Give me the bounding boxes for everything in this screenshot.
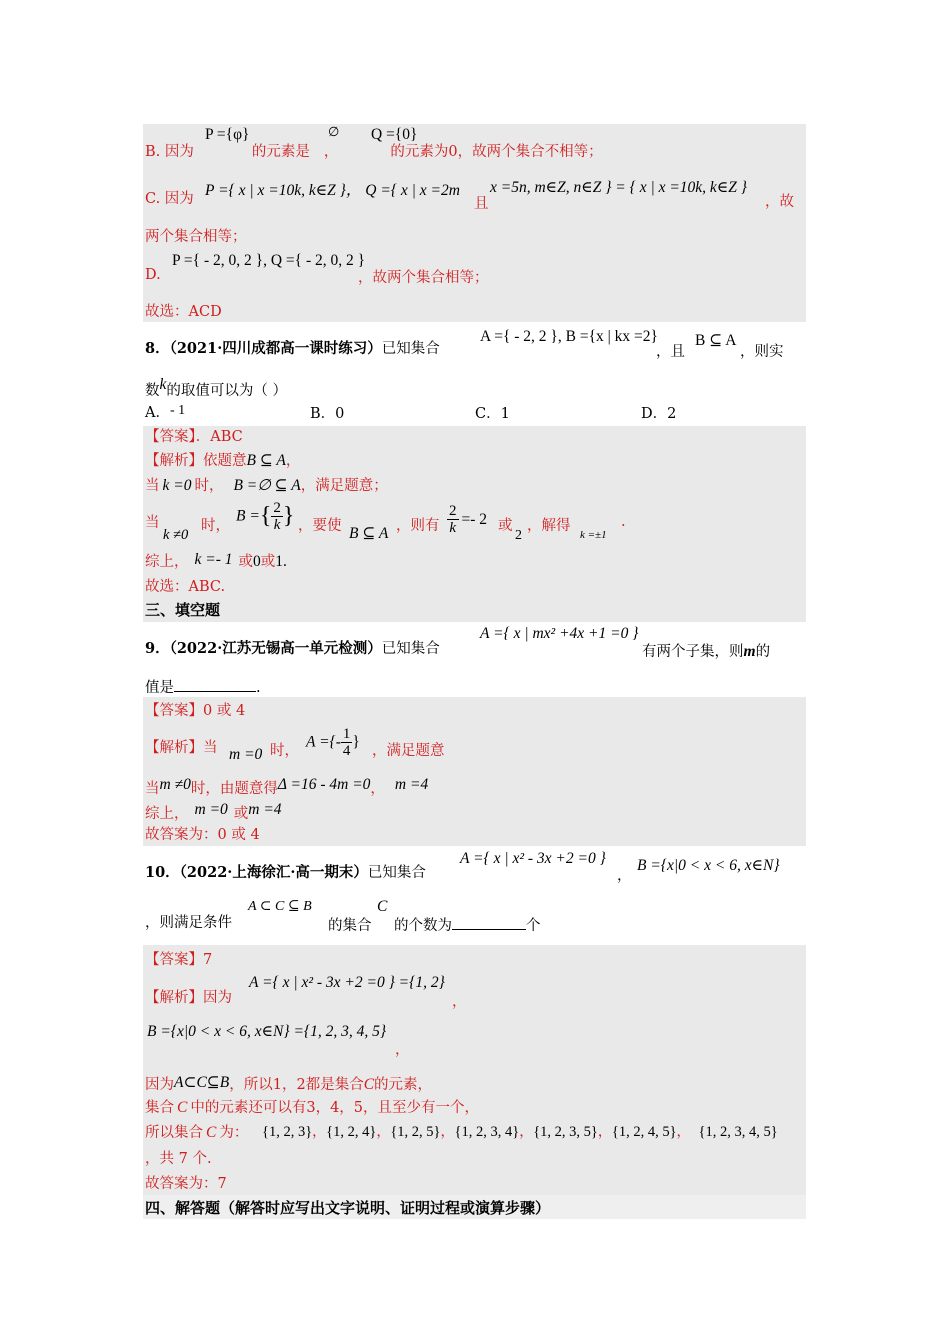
- q10-line2-math: A ⊂ C ⊆ B: [248, 899, 312, 914]
- q8-ana3-c: ，要使: [298, 518, 342, 534]
- solution-block-q10: [143, 945, 806, 1195]
- q7-c-line2: 两个集合相等；: [145, 229, 247, 245]
- q7-c-and: 且: [474, 196, 489, 212]
- q10-ana2-math: B ={x|0 < x < 6, x∈N} ={1, 2, 3, 4, 5}: [147, 1023, 387, 1040]
- q8-option-c: C．1: [475, 406, 510, 422]
- q8-analysis-4: 综上， k =- 1 或0或1.: [145, 551, 287, 570]
- q8-ana3-math2: B ⊆ A: [349, 525, 389, 542]
- q10-ana1-b: ，: [452, 994, 467, 1010]
- q8-text2: ，且: [656, 344, 685, 360]
- q7-option-c: C. 因为: [145, 191, 194, 207]
- q8-analysis-1: 【解析】依题意B ⊆ A，: [145, 452, 301, 469]
- set-item: {1, 2, 4, 5}: [611, 1124, 677, 1140]
- set-item: {1, 2, 3, 5}: [533, 1124, 598, 1140]
- q7-c-math1: P ={ x | x =10k, k∈Z }， Q ={ x | x =2m: [205, 182, 460, 199]
- q10-analysis-1: 【解析】因为: [145, 990, 232, 1006]
- set-item: {1, 2, 3, 4}: [454, 1124, 520, 1140]
- q10-answer-line: 【答案】7: [145, 952, 213, 968]
- q9-answer: 故答案为：0 或 4: [145, 827, 260, 843]
- q8-text3: ，则实: [740, 344, 784, 360]
- section-title-3: 三、填空题: [145, 601, 221, 619]
- q7-d-text: ，故两个集合相等；: [358, 270, 489, 286]
- q7-c-tail: ，故: [765, 194, 794, 210]
- q9-ana1-set: A ={- $\frac{1}{4}$ }: [306, 726, 360, 759]
- q8-math1: A ={ - 2, 2 }, B ={x | kx =2}: [480, 328, 658, 345]
- q9-analysis-2: 当m ≠0时，由题意得Δ =16 - 4m =0， m =4: [145, 776, 429, 797]
- q10-analysis-3: 因为A⊂C⊆B，所以1，2都是集合C的元素，: [145, 1074, 433, 1093]
- q9-stem: 9．（2022·江苏无锡高一单元检测）已知集合: [145, 640, 440, 657]
- q7-b-set2: Q ={0}: [371, 126, 418, 143]
- q8-analysis-2: 当 k =0 时， B =∅ ⊆ A，满足题意；: [145, 477, 388, 494]
- q10-comma: ，: [617, 868, 632, 884]
- q8-option-b: B．0: [310, 406, 345, 422]
- q10-math1: A ={ x | x² - 3x +2 =0 }: [460, 850, 606, 867]
- q10-analysis-4: 集合 C 中的元素还可以有3，4，5，且至少有一个，: [145, 1099, 480, 1116]
- q10-ana1-math: A ={ x | x² - 3x +2 =0 } ={1, 2}: [249, 974, 445, 991]
- q8-ana3-frac2: $\frac{2}{k}$ =- 2: [449, 503, 488, 536]
- q8-ana3-set: B ={ $\frac{2}{k}$ }: [236, 500, 295, 533]
- q10-math2: B ={x|0 < x < 6, x∈N}: [637, 857, 780, 874]
- q10-line2-c: C: [377, 898, 388, 915]
- answer-blank[interactable]: [452, 915, 526, 930]
- q9-ana1-math1: m =0: [229, 746, 263, 763]
- q9-math: A ={ x | mx² +4x +1 =0 }: [480, 625, 639, 642]
- q8-ana3-sol: k =±1: [580, 529, 607, 541]
- q8-options: [145, 402, 185, 422]
- q7-option-b: B. 因为 的元素是 ， 的元素为0，故两个集合不相等；: [145, 144, 603, 160]
- q7-c-math2: x =5n, m∈Z, n∈Z } = { x | x =10k, k∈Z }: [490, 179, 747, 196]
- q8-ana3-e: ，解得: [527, 518, 571, 534]
- q10-sets: {1, 2, 3}，{1, 2, 4}，{1, 2, 5}，{1, 2, 3, 4}，{1, 2, 3, 5}，{1, 2, 4, 5}， {1, 2, 3, 4, 5}: [262, 1124, 778, 1140]
- q8-ana3-math1: k ≠0: [163, 527, 189, 543]
- q10-line2-b: 的集合: [328, 918, 372, 934]
- q8-stem: 8．（2021·四川成都高一课时练习）已知集合: [145, 340, 440, 357]
- section-title-4: 四、解答题（解答时应写出文字说明、证明过程或演算步骤）: [145, 1199, 551, 1217]
- q8-answer-line: 【答案】．ABC: [145, 429, 243, 445]
- q10-ana2-b: ，: [395, 1042, 410, 1058]
- q8-option-d: D．2: [641, 406, 677, 422]
- q9-ana1-c: ，满足题意: [372, 743, 445, 759]
- q9-analysis-1: 【解析】当: [145, 740, 218, 756]
- q7-d-math: P ={ - 2, 0, 2 }, Q ={ - 2, 0, 2 }: [172, 252, 366, 269]
- q8-ana3-or: 或: [498, 518, 513, 534]
- set-item: {1, 2, 3}: [262, 1124, 313, 1140]
- q10-analysis-5: 所以集合 C 为：: [145, 1124, 249, 1141]
- q9-text2: 有两个子集，则m的: [642, 643, 771, 660]
- section-bar-3: [143, 598, 806, 622]
- q9-answer-line: 【答案】0 或 4: [145, 703, 246, 719]
- q7-option-d: D.: [145, 267, 161, 283]
- q8-option-a: A．- 1: [145, 403, 186, 421]
- q10-stem: 10．（2022·上海徐汇·高一期末）已知集合: [145, 864, 426, 881]
- q8-ana3-dot: .: [621, 514, 626, 530]
- q8-stem-line2: 数k的取值可以为（ ）: [145, 376, 287, 399]
- q8-answer: 故选：ABC.: [145, 579, 226, 595]
- q7-answer: 故选：ACD: [145, 304, 222, 320]
- q10-answer: 故答案为：7: [145, 1176, 227, 1192]
- empty-set-symbol: ∅: [328, 124, 340, 139]
- q10-analysis-6: ，共 7 个.: [145, 1151, 212, 1167]
- q10-stem-line2: ，则满足条件: [145, 915, 232, 931]
- q9-stem-line2: 值是 .: [145, 677, 261, 697]
- q8-ana3-two: 2: [515, 528, 522, 543]
- q7-b-set1: P ={φ}: [205, 126, 250, 143]
- q9-ana1-b: 时，: [270, 743, 299, 759]
- q9-analysis-3: 综上， m =0 或m =4: [145, 801, 282, 822]
- set-item: {1, 2, 3, 4, 5}: [698, 1124, 778, 1140]
- q10-line2-d: 的个数为 个: [394, 914, 541, 935]
- q8-math2: B ⊆ A: [695, 332, 737, 349]
- set-item: {1, 2, 4}: [326, 1124, 377, 1140]
- q8-analysis-3: 当: [145, 515, 160, 531]
- answer-blank[interactable]: [174, 677, 256, 692]
- q8-ana3-d: ，则有: [396, 518, 440, 534]
- set-item: {1, 2, 5}: [390, 1124, 441, 1140]
- q8-ana3-b: 时，: [201, 518, 230, 534]
